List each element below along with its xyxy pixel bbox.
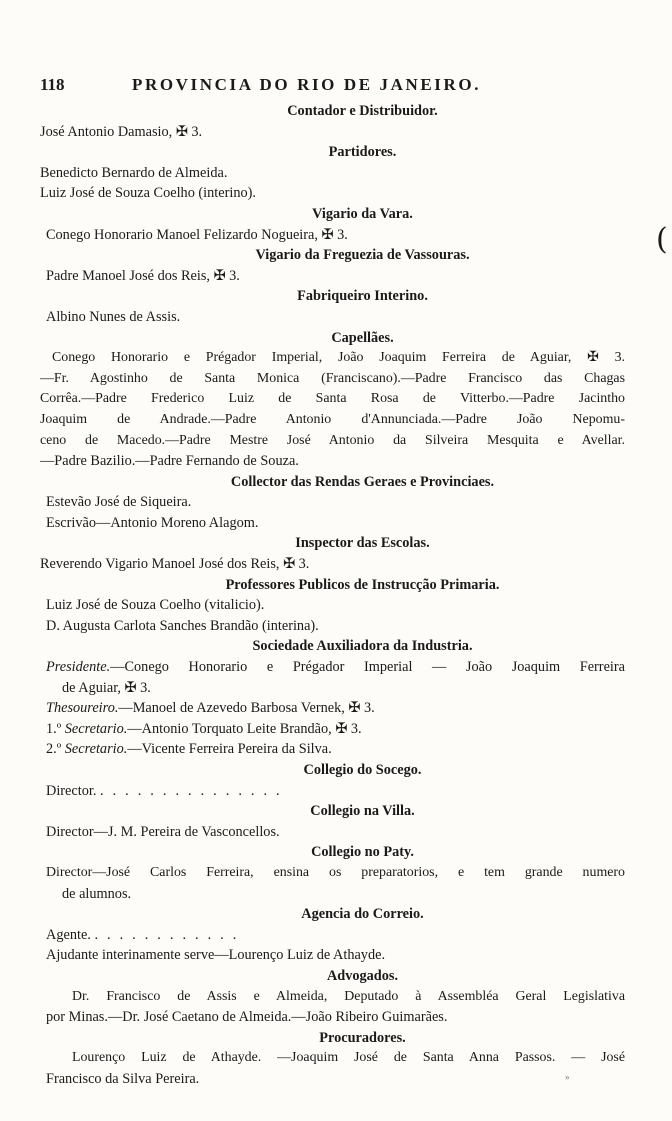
- entry-label: Director.: [46, 782, 97, 799]
- entry-line: de Aguiar, ✠ 3.: [62, 679, 151, 696]
- entry-line: por Minas.—Dr. José Caetano de Almeida.—João Ribeiro Guimarães.: [46, 1009, 448, 1026]
- entry-line: D. Augusta Carlota Sanches Brandão (interina).: [46, 617, 319, 634]
- entry-line: Dr. Francisco de Assis e Almeida, Deputado à Assembléa Geral Legislativa: [72, 988, 625, 1004]
- section-title-capellaes: Capellães.: [331, 329, 394, 346]
- margin-bracket-mark: (: [656, 222, 668, 257]
- entry-line: Director—José Carlos Ferreira, ensina os preparatorios, e tem grande numero: [46, 864, 625, 880]
- section-title-fabriqueiro: Fabriqueiro Interino.: [297, 288, 428, 305]
- entry-line: Luiz José de Souza Coelho (interino).: [40, 185, 256, 202]
- role-label: Thesoureiro.: [46, 700, 119, 717]
- page-body: [40, 101, 625, 1090]
- entry-line: Conego Honorario e Prégador Imperial, João Joaquim Ferreira de Aguiar, ✠ 3.: [52, 350, 625, 366]
- section-title-correio: Agencia do Correio.: [301, 906, 424, 923]
- role-label: Presidente.: [46, 659, 111, 676]
- section-title-socego: Collegio do Socego.: [303, 762, 422, 778]
- section-title-partidores: Partidores.: [328, 144, 397, 161]
- ordinal: 2.º: [46, 741, 62, 758]
- page-number: 118: [40, 75, 65, 94]
- entry-line: Benedicto Bernardo de Almeida.: [40, 164, 228, 181]
- section-title-contador: Contador e Distribuidor.: [287, 103, 438, 119]
- entry-line: —Padre Bazilio.—Padre Fernando de Souza.: [40, 453, 299, 470]
- leader-dots: ............: [94, 926, 246, 943]
- entry-line: Padre Manoel José dos Reis, ✠ 3.: [46, 267, 240, 284]
- entry-line: Estevão José de Siqueira.: [46, 494, 192, 511]
- entry-line: de alumnos.: [62, 885, 132, 902]
- entry-line: Conego Honorario Manoel Felizardo Nogueira, ✠ 3.: [46, 226, 348, 243]
- page-header: [40, 75, 625, 99]
- section-title-sociedade: Sociedade Auxiliadora da Industria.: [252, 638, 473, 655]
- entry-line: Joaquim de Andrade.—Padre Antonio d'Annunciada.—Padre João Nepomu-: [40, 411, 625, 427]
- entry-line: Lourenço Luiz de Athayde. —Joaquim José de Santa Anna Passos. — José: [72, 1050, 625, 1066]
- entry-text: —Vicente Ferreira Pereira da Silva.: [127, 741, 332, 758]
- entry-line-tesoureiro: [40, 698, 625, 719]
- entry-line-secretario-1: [40, 719, 625, 740]
- entry-line: [40, 781, 625, 802]
- role-label: Secretario.: [64, 741, 128, 758]
- entry-label: Agente.: [46, 926, 91, 943]
- entry-line: [40, 925, 625, 946]
- entry-line: Francisco da Silva Pereira.: [46, 1070, 200, 1087]
- stray-mark: »: [565, 1072, 570, 1082]
- entry-line: Luiz José de Souza Coelho (vitalicio).: [46, 597, 265, 614]
- section-title-vigario-vara: Vigario da Vara.: [312, 205, 413, 222]
- role-label: Secretario.: [64, 720, 128, 737]
- section-title-villa: Collegio na Villa.: [310, 803, 415, 820]
- entry-text: —Conego Honorario e Prégador Imperial — João Joaquim Ferreira: [110, 659, 625, 676]
- entry-text: —Manoel de Azevedo Barbosa Vernek, ✠ 3.: [118, 700, 375, 717]
- entry-line: Director—J. M. Pereira de Vasconcellos.: [46, 823, 280, 840]
- entry-line: ceno de Macedo.—Padre Mestre José Antonio da Silveira Mesquita e Avellar.: [40, 432, 625, 448]
- section-title-professores: Professores Publicos de Instrucção Primaria.: [225, 576, 500, 593]
- running-title: PROVINCIA DO RIO DE JANEIRO.: [132, 75, 482, 94]
- entry-line: Reverendo Vigario Manoel José dos Reis, ✠ 3.: [40, 556, 310, 573]
- entry-text: —Antonio Torquato Leite Brandão, ✠ 3.: [127, 720, 362, 737]
- section-title-inspector: Inspector das Escolas.: [295, 535, 430, 552]
- entry-line: Escrivão—Antonio Moreno Alagom.: [46, 514, 259, 531]
- entry-line: José Antonio Damasio, ✠ 3.: [40, 123, 203, 140]
- section-title-collector: Collector das Rendas Geraes e Provinciaes.: [230, 473, 495, 490]
- leader-dots: ...............: [100, 782, 289, 799]
- ordinal: 1.º: [46, 720, 62, 737]
- section-title-procuradores: Procuradores.: [319, 1029, 406, 1046]
- entry-line-presidente: [40, 657, 625, 678]
- entry-line: Albino Nunes de Assis.: [46, 308, 181, 325]
- entry-line: Corrêa.—Padre Frederico Luiz de Santa Rosa de Vitterbo.—Padre Jacintho: [40, 391, 625, 407]
- section-title-vigario-freguezia: Vigario da Freguezia de Vassouras.: [255, 247, 470, 264]
- section-title-advogados: Advogados.: [326, 967, 399, 984]
- entry-line-secretario-2: [40, 739, 625, 760]
- section-title-paty: Collegio no Paty.: [311, 844, 414, 861]
- entry-line: Ajudante interinamente serve—Lourenço Luiz de Athayde.: [46, 947, 386, 964]
- entry-line: —Fr. Agostinho de Santa Monica (Franciscano).—Padre Francisco das Chagas: [40, 370, 625, 386]
